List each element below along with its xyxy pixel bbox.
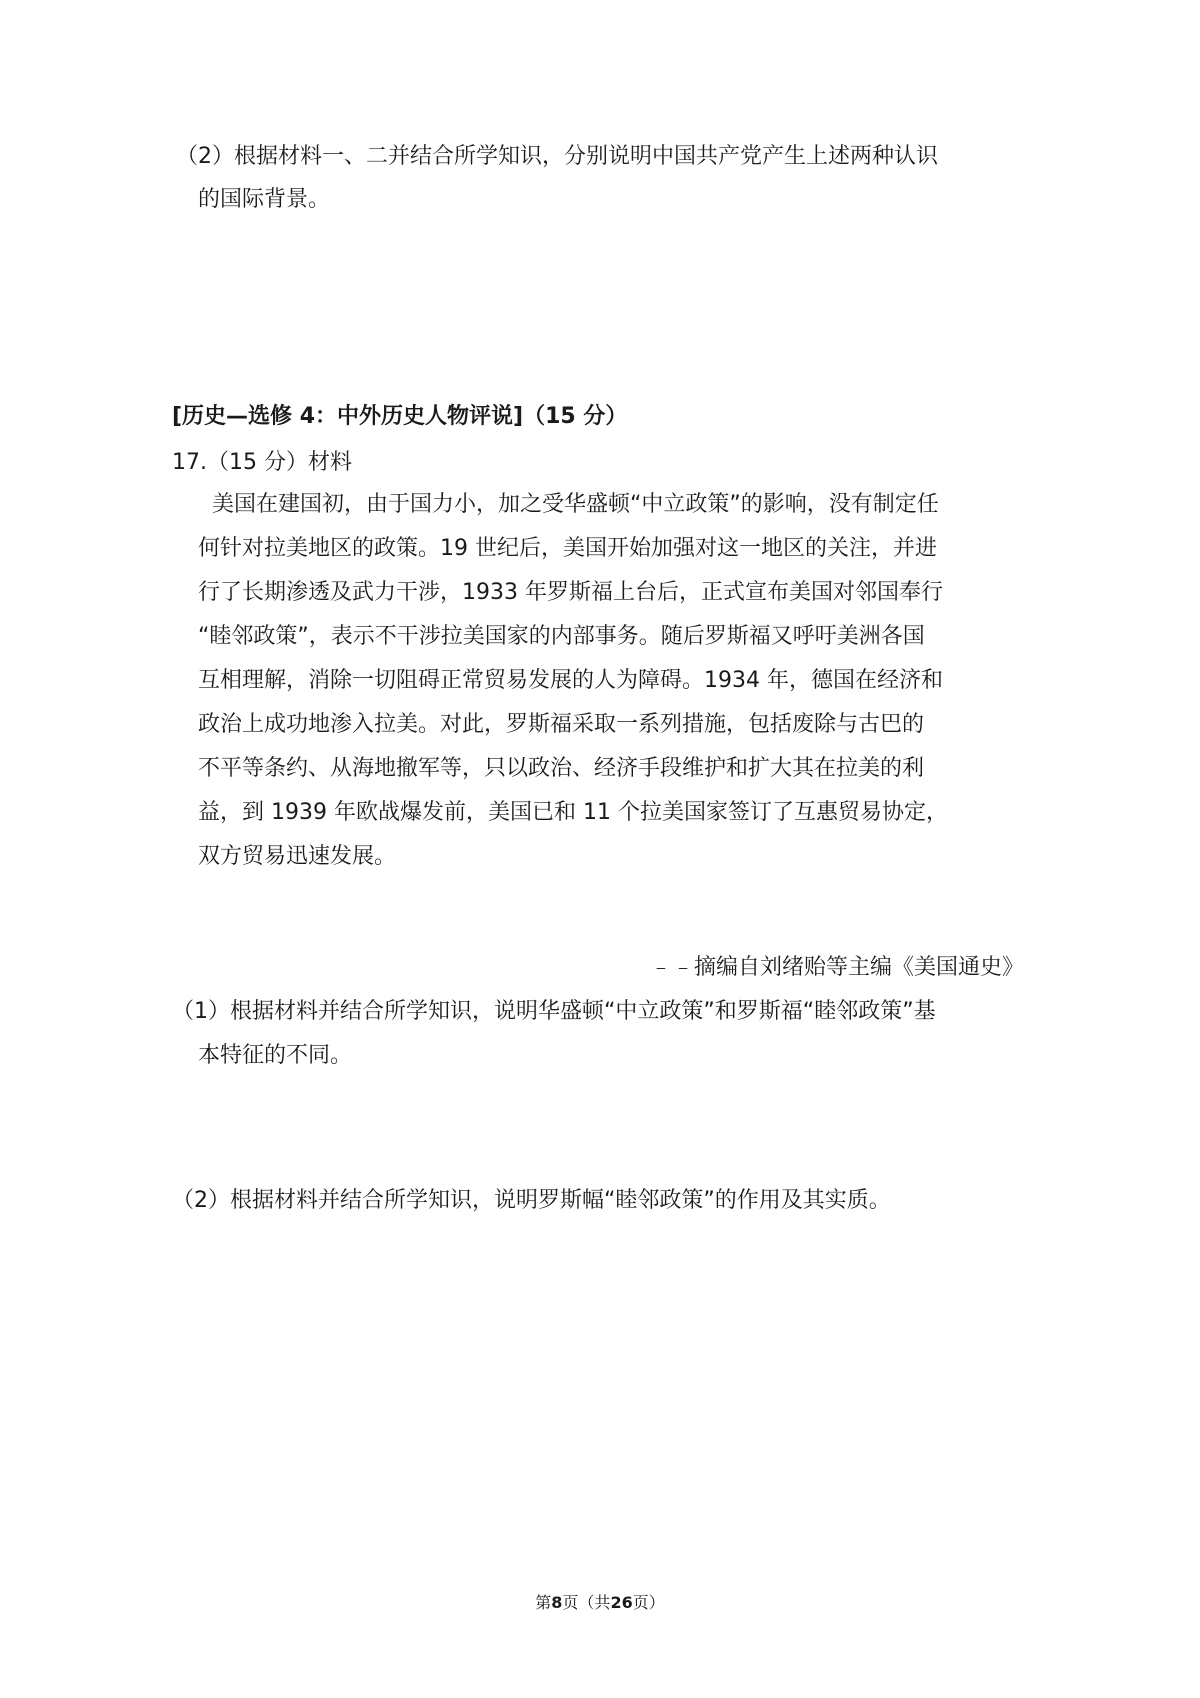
sub-question-1-line1: （1）根据材料并结合所学知识，说明华盛顿“中立政策”和罗斯福“睦邻政策”基 xyxy=(172,999,936,1024)
material-line: 何针对拉美地区的政策。19 世纪后，美国开始加强对这一地区的关注，并进 xyxy=(198,536,937,561)
footer-middle: 页（共 xyxy=(562,1593,611,1612)
material-line: 行了长期渗透及武力干涉，1933 年罗斯福上台后，正式宣布美国对邻国奉行 xyxy=(198,580,943,605)
footer-suffix: 页） xyxy=(632,1593,665,1612)
footer-prefix: 第 xyxy=(535,1593,552,1612)
material-line: 互相理解，消除一切阻碍正常贸易发展的人为障碍。1934 年，德国在经济和 xyxy=(198,668,943,693)
footer-total-pages: 26 xyxy=(610,1593,633,1612)
material-line: “睦邻政策”，表示不干涉拉美国家的内部事务。随后罗斯福又呼吁美洲各国 xyxy=(198,624,925,649)
sub-question-2: （2）根据材料并结合所学知识，说明罗斯幅“睦邻政策”的作用及其实质。 xyxy=(172,1188,891,1213)
material-line: 益，到 1939 年欧战爆发前，美国已和 11 个拉美国家签订了互惠贸易协定， xyxy=(198,800,948,825)
material-line: 双方贸易迅速发展。 xyxy=(198,844,397,869)
sub-question-1-line2: 本特征的不同。 xyxy=(198,1043,353,1068)
material-line: 政治上成功地渗入拉美。对此，罗斯福采取一系列措施，包括废除与古巴的 xyxy=(198,712,925,737)
question-17-header: 17.（15 分）材料 xyxy=(172,450,352,475)
footer-page-number: 8 xyxy=(551,1593,563,1612)
material-line: 美国在建国初，由于国力小，加之受华盛顿“中立政策”的影响，没有制定任 xyxy=(212,492,939,517)
section-heading: [历史—选修 4：中外历史人物评说]（15 分） xyxy=(172,404,628,429)
material-line: 不平等条约、从海地撤军等，只以政治、经济手段维护和扩大其在拉美的利 xyxy=(198,756,925,781)
prev-question-sub2-line2: 的国际背景。 xyxy=(198,187,331,212)
page-footer xyxy=(0,1592,1200,1614)
prev-question-sub2-line1: （2）根据材料一、二并结合所学知识，分别说明中国共产党产生上述两种认识 xyxy=(176,144,938,169)
material-source: ﹣﹣摘编自刘绪贻等主编《美国通史》 xyxy=(649,955,1024,980)
